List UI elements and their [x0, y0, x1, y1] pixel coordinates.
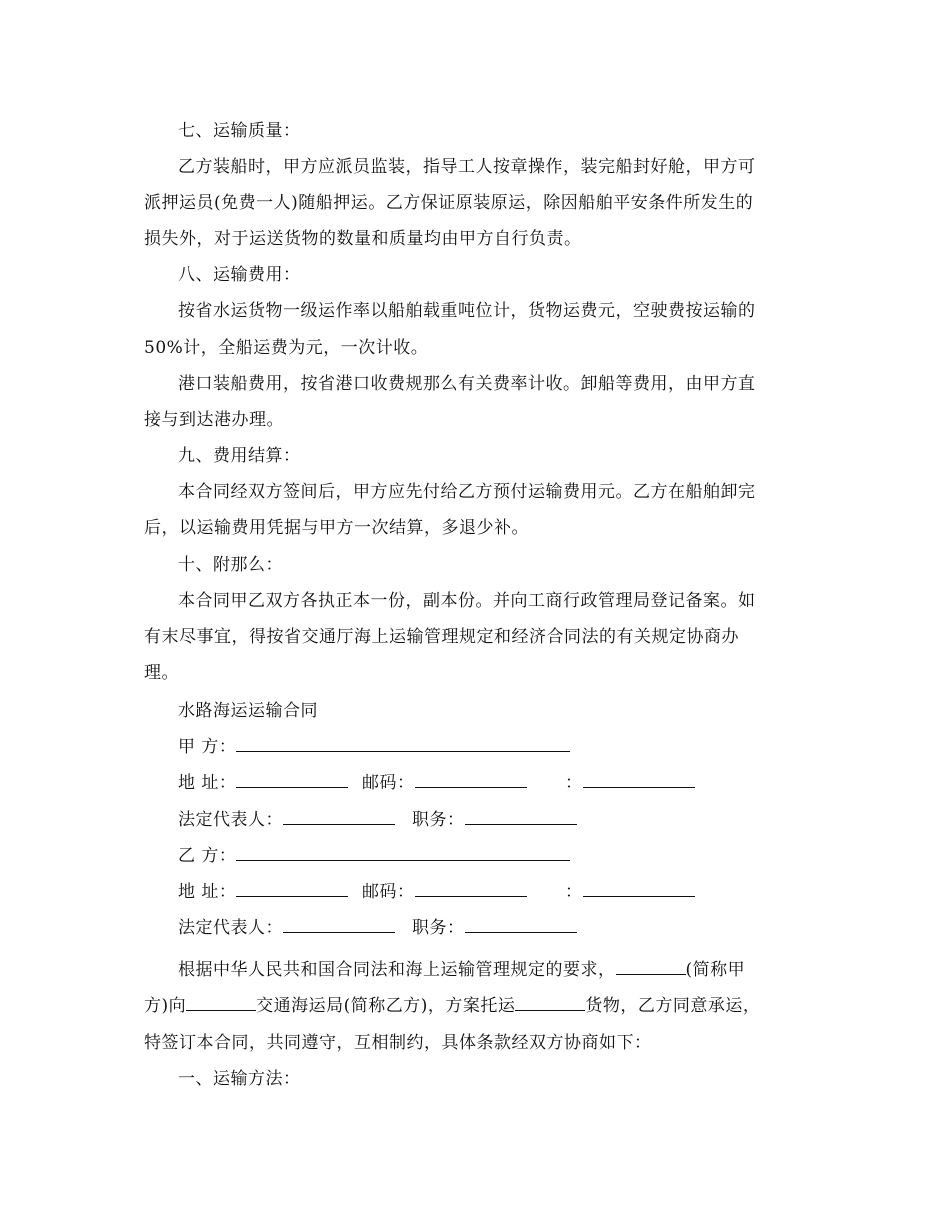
address-label: 地 址： [178, 882, 237, 902]
party-a-blank[interactable] [236, 737, 570, 752]
postcode-blank[interactable] [415, 773, 527, 788]
section-1-heading: 一、运输方法： [178, 1069, 301, 1089]
intro-text: 货物，乙方同意承运， [585, 996, 761, 1016]
party-b-blank[interactable] [236, 846, 570, 861]
section-10-heading: 十、附那么： [178, 555, 283, 575]
postcode-label: 邮码： [362, 882, 415, 902]
section-9-heading: 九、费用结算： [178, 446, 301, 466]
address-blank[interactable] [236, 773, 348, 788]
party-b-postcode-row [362, 881, 527, 903]
section-8-heading: 八、运输费用： [178, 265, 301, 285]
position-blank[interactable] [465, 918, 577, 933]
intro-text: 方)向 [144, 996, 187, 1016]
paragraph-line: 按省水运货物一级运作率以船舶载重吨位计，货物运费元，空驶费按运输的 [178, 301, 756, 321]
intro-line-1 [178, 959, 745, 981]
phone-blank[interactable] [583, 882, 695, 897]
intro-line-3: 特签订本合同，共同遵守，互相制约，具体条款经双方协商如下： [144, 1033, 652, 1053]
paragraph-line: 损失外，对于运送货物的数量和质量均由甲方自行负责。 [144, 229, 582, 249]
paragraph-line: 本合同甲乙双方各执正本一份，副本份。并向工商行政管理局登记备案。如 [178, 591, 756, 611]
paragraph-line: 派押运员(免费一人)随船押运。乙方保证原装原运，除因船舶平安条件所发生的 [144, 193, 754, 213]
rep-label: 法定代表人： [178, 810, 283, 830]
paragraph-line: 本合同经双方签间后，甲方应先付给乙方预付运输费用元。乙方在船舶卸完 [178, 482, 756, 502]
party-b-address-row [178, 881, 348, 903]
party-a-rep-row [178, 809, 395, 831]
address-blank[interactable] [236, 882, 348, 897]
paragraph-line: 接与到达港办理。 [144, 410, 284, 430]
position-label: 职务： [412, 810, 465, 830]
paragraph-line: 有末尽事宜，得按省交通厅海上运输管理规定和经济合同法的有关规定协商办 [144, 627, 739, 647]
party-a-row [178, 736, 570, 758]
party-b-position-row [412, 917, 577, 939]
address-label: 地 址： [178, 773, 237, 793]
rep-label: 法定代表人： [178, 918, 283, 938]
party-a-phone-row [565, 772, 695, 794]
party-a-label: 甲 方： [178, 737, 237, 757]
phone-blank[interactable] [583, 773, 695, 788]
position-label: 职务： [412, 918, 465, 938]
party-b-label: 乙 方： [178, 846, 237, 866]
rep-blank[interactable] [283, 918, 395, 933]
intro-text: (简称甲 [685, 960, 746, 980]
paragraph-line: 港口装船费用，按省港口收费规那么有关费率计收。卸船等费用，由甲方直 [178, 374, 756, 394]
port-blank[interactable] [186, 996, 256, 1011]
phone-label: ： [565, 773, 583, 793]
rep-blank[interactable] [283, 810, 395, 825]
paragraph-line: 乙方装船时，甲方应派员监装，指导工人按章操作，装完船封好舱，甲方可 [178, 157, 756, 177]
paragraph-line: 理。 [144, 663, 179, 683]
cargo-blank[interactable] [515, 996, 585, 1011]
postcode-label: 邮码： [362, 773, 415, 793]
postcode-blank[interactable] [415, 882, 527, 897]
intro-line-2 [144, 995, 760, 1017]
party-a-address-row [178, 772, 348, 794]
party-b-row [178, 845, 570, 867]
paragraph-line: 50%计，全船运费为元，一次计收。 [144, 338, 429, 358]
party-a-position-row [412, 809, 577, 831]
intro-text: 根据中华人民共和国合同法和海上运输管理规定的要求， [178, 960, 616, 980]
phone-label: ： [565, 882, 583, 902]
paragraph-line: 后，以运输费用凭据与甲方一次结算，多退少补。 [144, 518, 529, 538]
intro-text: 交通海运局(简称乙方)，方案托运 [256, 996, 516, 1016]
party-a-name-blank[interactable] [616, 960, 686, 975]
party-b-rep-row [178, 917, 395, 939]
contract-title: 水路海运运输合同 [178, 701, 318, 721]
party-b-phone-row [565, 881, 695, 903]
party-a-postcode-row [362, 772, 527, 794]
position-blank[interactable] [465, 810, 577, 825]
section-7-heading: 七、运输质量： [178, 121, 301, 141]
